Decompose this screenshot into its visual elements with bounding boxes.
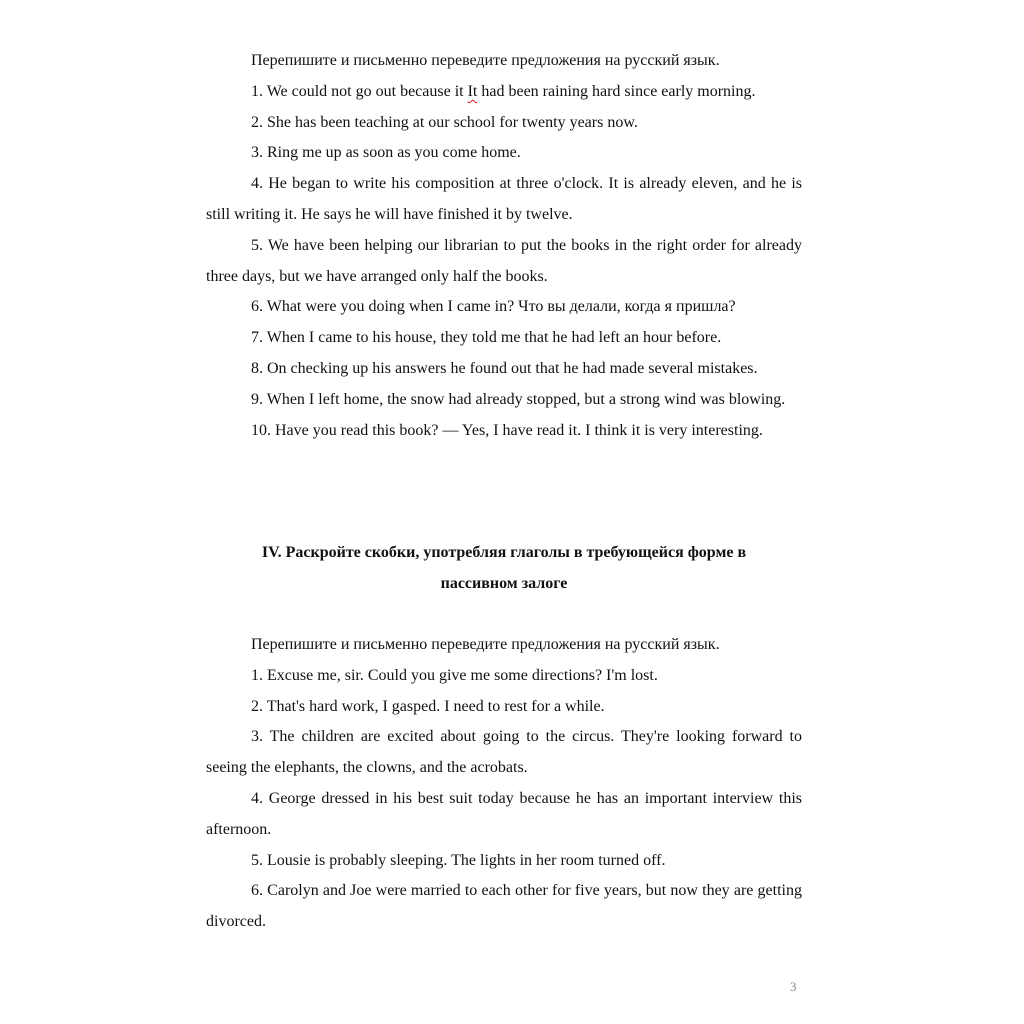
- instruction-text: Перепишите и письменно переведите предложения на русский язык.: [251, 636, 720, 653]
- sentence-item: 2. That's hard work, I gasped. I need to rest for a while.: [251, 697, 605, 715]
- section-heading-line: IV. Раскройте скобки, употребляя глаголы в требующейся форме в: [261, 544, 747, 561]
- sentence-item: 3. The children are excited about going to the circus. They're looking forward to seeing the elephants, the clowns, and the acrobats.: [206, 728, 802, 777]
- page-number: 3: [790, 979, 797, 994]
- sentence-item: 5. Lousie is probably sleeping. The lights in her room turned off.: [251, 851, 666, 869]
- sentence-item: 6. Carolyn and Joe were married to each other for five years, but now they are getting divorced.: [206, 882, 802, 931]
- sentence-text: had been raining hard since early morning.: [477, 82, 756, 100]
- sentence-item: 1. Excuse me, sir. Could you give me some directions? I'm lost.: [251, 666, 658, 684]
- exercise-section-1: [206, 46, 802, 446]
- sentence-item: 4. He began to write his composition at three o'clock. It is already eleven, and he is still writing it. He says he will have finished it by twelve.: [206, 175, 802, 223]
- sentence-item: 4. George dressed in his best suit today because he has an important interview this afternoon.: [206, 789, 802, 838]
- section-heading-line: пассивном залоге: [440, 575, 568, 592]
- sentence-item: [206, 77, 802, 108]
- sentence-item: 3. Ring me up as soon as you come home.: [251, 144, 521, 162]
- sentence-text: 1. We could not go out because it: [251, 82, 468, 100]
- sentence-item: 8. On checking up his answers he found out that he had made several mistakes.: [251, 359, 758, 377]
- sentence-item: 10. Have you read this book? — Yes, I have read it. I think it is very interesting.: [251, 421, 763, 439]
- sentence-item: 2. She has been teaching at our school for twenty years now.: [251, 113, 638, 131]
- exercise-section-2: [206, 630, 802, 938]
- sentence-item: 5. We have been helping our librarian to put the books in the right order for already three days, but we have arranged only half the books.: [206, 236, 802, 285]
- sentence-item: 6. What were you doing when I came in? Что вы делали, когда я пришла?: [251, 298, 736, 316]
- spellcheck-flagged-word[interactable]: It: [467, 82, 478, 100]
- sentence-item: 9. When I left home, the snow had already stopped, but a strong wind was blowing.: [251, 390, 786, 408]
- instruction-text: Перепишите и письменно переведите предложения на русский язык.: [251, 52, 720, 69]
- sentence-item: 7. When I came to his house, they told me that he had left an hour before.: [251, 329, 722, 347]
- section-heading: [206, 537, 802, 599]
